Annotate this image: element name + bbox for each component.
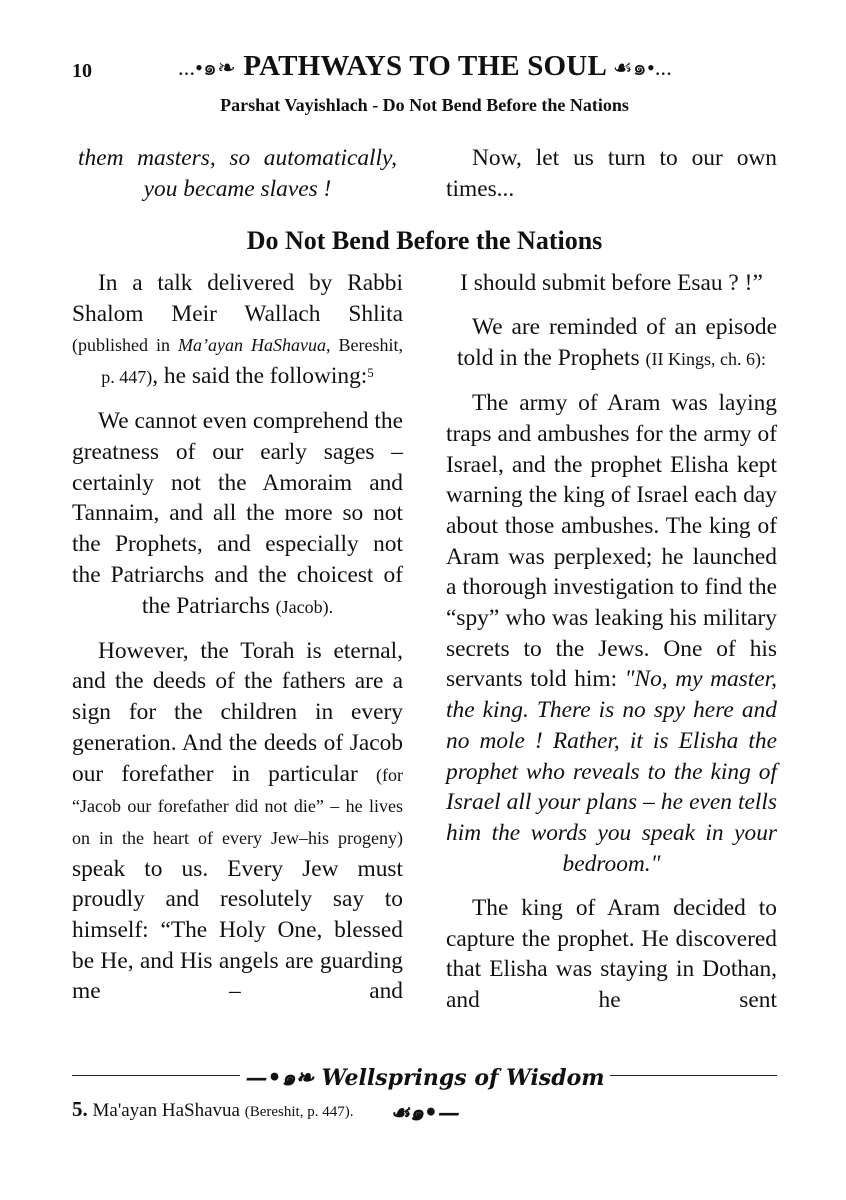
text: (for “Jacob our forefather did not die” – he lives on in the heart of every Jew–his progeny)	[72, 764, 403, 848]
page-number: 10	[72, 60, 92, 82]
text: , he said the following:	[152, 363, 368, 390]
text: , Bereshit, p. 447)	[101, 335, 403, 388]
text: (Jacob).	[275, 596, 334, 617]
paragraph: I should submit before Esau ? !”	[460, 270, 763, 296]
text: (published in	[72, 335, 179, 356]
paragraph	[72, 268, 403, 393]
book-title: PATHWAYS TO THE SOUL	[243, 50, 606, 82]
text: Ma’ayan HaShavua	[178, 335, 326, 356]
paragraph: Now, let us turn to our own times...	[446, 145, 777, 202]
footnote-number: 5.	[72, 1097, 88, 1121]
paragraph	[72, 406, 403, 622]
text: (Bereshit, p. 447).	[244, 1104, 354, 1120]
text: We are reminded of an episode told in the Prophets	[457, 314, 777, 371]
text: speak to us. Every Jew must proudly and resolutely say to himself: “The Holy One, blessed be He, and His angels are guarding me – and	[72, 855, 403, 1005]
quote: "No, my master, the king. There is no spy here and no mole ! Rather, it is Elisha the prophet who reveals to the king of Israel all your plans – he even tells him the words you speak in your bedroom."	[446, 666, 777, 877]
section-heading: Do Not Bend Before the Nations	[246, 226, 603, 255]
text: Ma'ayan HaShavua	[87, 1100, 245, 1121]
text: (II Kings, ch. 6):	[645, 348, 766, 369]
right-top-paragraph	[446, 143, 777, 218]
left-top-continuation	[72, 143, 403, 218]
paragraph: The king of Aram decided to capture the prophet. He discovered that Elisha was staying in Dothan, and he sent	[446, 894, 777, 1013]
left-column	[72, 268, 403, 1021]
right-column	[446, 268, 777, 1029]
text: However, the Torah is eternal, and the deeds of the fathers are a sign for the children in every generation. And the deeds of Jacob our forefather in particular	[72, 637, 403, 787]
footnote	[72, 1097, 353, 1122]
ornament-left-icon: ...•๑❧	[178, 55, 236, 80]
text: In a talk delivered by Rabbi Shalom Meir Wallach Shlita	[72, 270, 403, 327]
paragraph	[72, 636, 403, 1007]
text: We cannot even comprehend the greatness of our early sages – certainly not the Amoraim and Tannaim, and all the more so not the Prophets, and especially not the Patriarchs and the choicest of the Patriarchs	[72, 408, 403, 619]
chapter-subtitle: Parshat Vayishlach - Do Not Bend Before the Nations	[220, 95, 629, 115]
text: The army of Aram was laying traps and ambushes for the army of Israel, and the prophet Elisha kept warning the king of Israel each day about those ambushes. The king of Aram was perplexed; he launched a thorough investigation to find the “spy” who was leaking his military secrets to the Jews. One of his servants told him:	[446, 390, 777, 693]
paragraph	[446, 312, 777, 374]
wellsprings-ornament: —•๑❧ Wellsprings of Wisdom ☙๑•—	[240, 1060, 610, 1130]
paragraph: them masters, so automatically, you became slaves !	[78, 145, 397, 202]
paragraph	[446, 388, 777, 879]
running-header	[130, 50, 720, 85]
footnote-ref[interactable]: 5	[367, 365, 374, 381]
ornament-right-icon: ☙๑•...	[612, 55, 672, 80]
